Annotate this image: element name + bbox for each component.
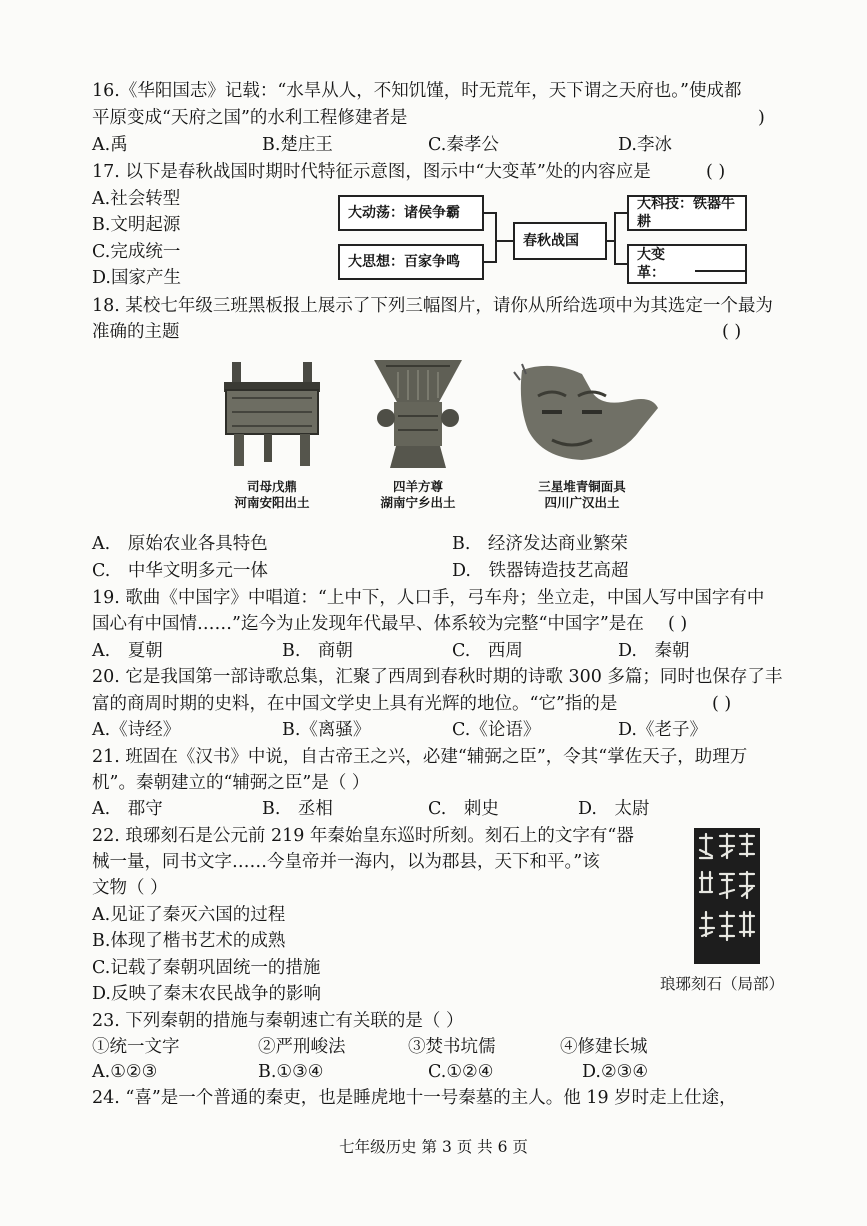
q20-line1: 20. 它是我国第一部诗歌总集，汇聚了西周到春秋时期的诗歌 300 多篇；同时也保存了丰	[92, 667, 783, 687]
diagram-box-thought: 大思想：百家争鸣	[338, 244, 484, 280]
q16-option-d: D.李冰	[618, 135, 672, 155]
q23-option-a: A.①②③	[92, 1062, 158, 1082]
diagram-box-technology: 大科技：铁器牛耕	[627, 195, 747, 231]
q23-option-d: D.②③④	[582, 1062, 649, 1082]
diagram-reform-label: 大变革：	[637, 247, 665, 281]
artifact2-place: 湖南宁乡出土	[380, 495, 456, 510]
q17-line1: 17. 以下是春秋战国时期时代特征示意图，图示中“大变革”处的内容应是	[92, 162, 651, 182]
diagram-reform-blank	[695, 256, 745, 272]
diagram-box-center: 春秋战国	[513, 222, 607, 260]
q20-option-b: B.《离骚》	[282, 720, 371, 740]
q23-option-b: B.①③④	[258, 1062, 324, 1082]
q16-answer-paren: )	[758, 108, 765, 128]
q16-line1: 16.《华阳国志》记载：“水旱从人，不知饥馑，时无荒年，天下谓之天府也。”使成都	[92, 81, 742, 101]
q16-option-a: A.禹	[92, 135, 128, 155]
q17-answer-paren: ( )	[706, 162, 726, 182]
q22-option-d: D.反映了秦末农民战争的影响	[92, 984, 321, 1004]
q18-option-a: A. 原始农业各具特色	[92, 534, 268, 554]
q17-option-c: C.完成统一	[92, 242, 181, 262]
q24-line1: 24. “喜”是一个普通的秦吏，也是睡虎地十一号秦墓的主人。他 19 岁时走上仕途，	[92, 1088, 737, 1108]
q21-option-c: C. 刺史	[428, 799, 499, 819]
artifact1-name: 司母戊鼎	[246, 479, 297, 494]
q23-line1: 23. 下列秦朝的措施与秦朝速亡有关联的是（ ）	[92, 1011, 464, 1031]
q20-line2: 富的商周时期的史料，在中国文学史上具有光辉的地位。“它”指的是	[92, 694, 618, 714]
q21-option-d: D. 太尉	[578, 799, 650, 819]
q21-line2: 机”。秦朝建立的“辅弼之臣”是（ ）	[92, 773, 370, 793]
q19-option-b: B. 商朝	[282, 641, 353, 661]
page-footer: 七年级历史 第 3 页 共 6 页	[339, 1138, 528, 1156]
q18-answer-paren: ( )	[722, 322, 742, 342]
q22-option-a: A.见证了秦灭六国的过程	[92, 905, 286, 925]
q22-line2: 械一量，同书文字……今皇帝并一海内，以为郡县，天下和平。”该	[92, 852, 600, 872]
q18-line2: 准确的主题	[92, 322, 180, 342]
diagram-box-turmoil: 大动荡：诸侯争霸	[338, 195, 484, 231]
q18-option-b: B. 经济发达商业繁荣	[452, 534, 628, 554]
q18-option-c: C. 中华文明多元一体	[92, 561, 268, 581]
q20-option-d: D.《老子》	[618, 720, 707, 740]
langya-stone-inscription-image	[694, 828, 760, 964]
q23-item-1: ①统一文字	[92, 1037, 180, 1057]
q21-option-b: B. 丞相	[262, 799, 333, 819]
artifact1-place: 河南安阳出土	[234, 495, 310, 510]
q22-option-c: C.记载了秦朝巩固统一的措施	[92, 958, 321, 978]
diagram-box-reform	[627, 244, 747, 284]
q19-line2: 国心有中国情……”迄今为止发现年代最早、体系较为完整“中国字”是在	[92, 614, 644, 634]
q23-option-c: C.①②④	[428, 1062, 494, 1082]
q18-line1: 18. 某校七年级三班黑板报上展示了下列三幅图片，请你从所给选项中为其选定一个最为	[92, 296, 773, 316]
q22-line1: 22. 琅琊刻石是公元前 219 年秦始皇东巡时所刻。刻石上的文字有“器	[92, 826, 634, 846]
connector	[495, 240, 513, 242]
q20-option-c: C.《论语》	[452, 720, 541, 740]
sanxingdui-mask-image	[512, 360, 662, 470]
q17-option-a: A.社会转型	[92, 189, 181, 209]
artifact2-name: 四羊方尊	[392, 479, 443, 494]
q18-option-d: D. 铁器铸造技艺高超	[452, 561, 629, 581]
q16-line2: 平原变成“天府之国”的水利工程修建者是	[92, 108, 408, 128]
q16-option-c: C.秦孝公	[428, 135, 499, 155]
q16-option-b: B.楚庄王	[262, 135, 333, 155]
q17-option-d: D.国家产生	[92, 268, 181, 288]
q19-line1: 19. 歌曲《中国字》中唱道：“上中下，人口手，弓车舟；坐立走，中国人写中国字有中	[92, 588, 765, 608]
artifact3-place: 四川广汉出土	[544, 495, 620, 510]
simuwu-ding-image	[218, 360, 326, 470]
q20-option-a: A.《诗经》	[92, 720, 181, 740]
q23-item-4: ④修建长城	[560, 1037, 648, 1057]
connector	[614, 212, 627, 214]
q21-option-a: A. 郡守	[92, 799, 163, 819]
q23-item-3: ③焚书坑儒	[408, 1037, 496, 1057]
artifact3-name: 三星堆青铜面具	[538, 479, 626, 494]
q20-answer-paren: ( )	[712, 694, 732, 714]
q19-option-d: D. 秦朝	[618, 641, 690, 661]
q23-item-2: ②严刑峻法	[258, 1037, 346, 1057]
q21-line1: 21. 班固在《汉书》中说，自古帝王之兴，必建“辅弼之臣”，令其“掌佐天子，助理万	[92, 747, 748, 767]
langya-stone-caption: 琅琊刻石（局部）	[660, 975, 785, 993]
q22-option-b: B.体现了楷书艺术的成熟	[92, 931, 286, 951]
q19-answer-paren: ( )	[668, 614, 688, 634]
connector	[614, 263, 627, 265]
four-goat-zun-image	[368, 356, 468, 472]
q19-option-a: A. 夏朝	[92, 641, 163, 661]
q19-option-c: C. 西周	[452, 641, 523, 661]
q22-line3: 文物（ ）	[92, 878, 168, 898]
connector	[495, 212, 497, 263]
connector	[614, 212, 616, 264]
q17-option-b: B.文明起源	[92, 215, 181, 235]
